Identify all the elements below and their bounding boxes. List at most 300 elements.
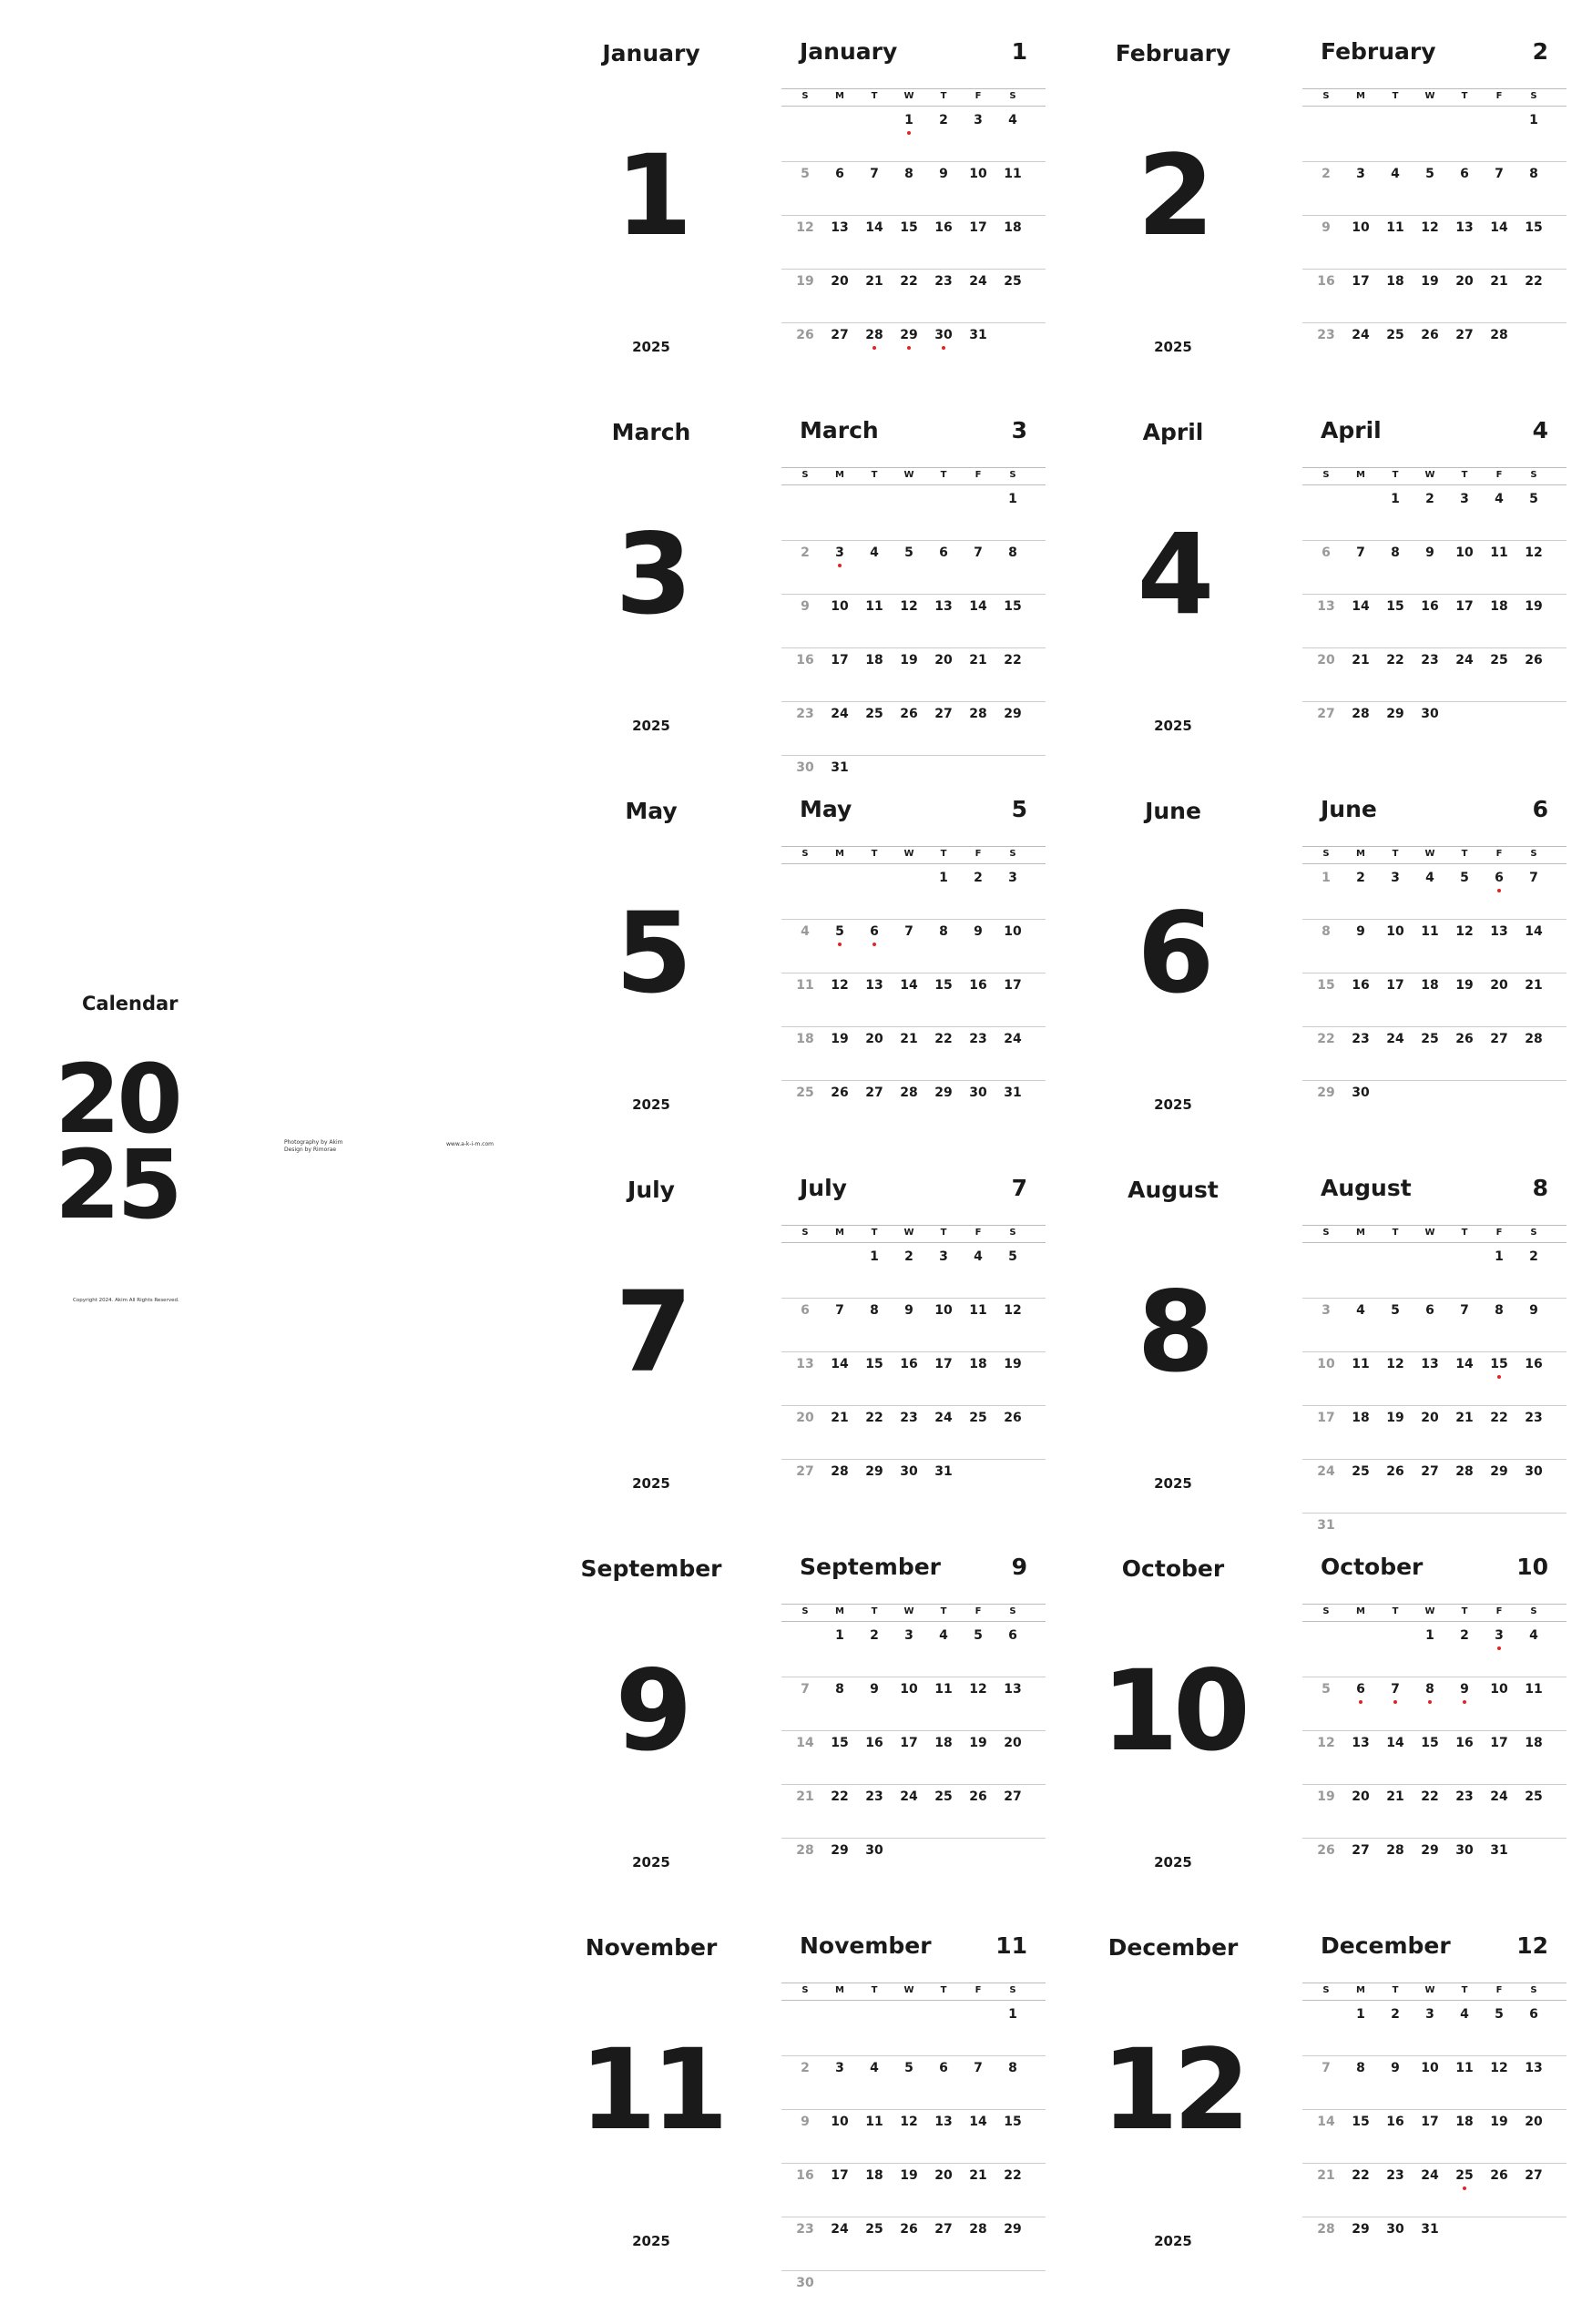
weekday-label: S [1530,1985,1537,1995]
day-cell: 26 [1525,653,1543,668]
day-cell: 12 [1386,1357,1404,1371]
day-cell: 5 [904,545,913,560]
day-cell: 2 [939,113,948,127]
day-cell: 29 [1317,1086,1335,1100]
day-cell: 8 [1322,924,1331,939]
day-cell: 17 [1386,978,1404,993]
week-row [781,322,1046,376]
weekday-label: T [1461,470,1468,480]
weekday-label: F [1495,1228,1503,1238]
month-card-january [551,0,751,379]
weekday-label: T [1461,1606,1468,1616]
week-row [781,647,1046,702]
day-cell: 14 [796,1736,814,1750]
day-cell: 14 [1352,599,1370,614]
day-cell: 31 [1004,1086,1022,1100]
day-cell: 4 [939,1628,948,1643]
day-cell: 19 [796,274,814,289]
day-cell: 27 [1352,1843,1370,1858]
day-cell: 30 [900,1464,918,1479]
week-row [781,1298,1046,1352]
day-cell: 19 [1386,1411,1404,1425]
day-cell: 28 [831,1464,849,1479]
day-cell: 30 [796,2276,814,2290]
mini-month-number: 11 [995,1932,1027,1959]
week-row [1302,1026,1566,1081]
weekday-label: M [835,470,844,480]
month-card-name: February [1115,40,1231,66]
day-cell: 14 [865,220,883,235]
day-cell: 7 [1495,167,1504,181]
day-cell: 21 [796,1789,814,1804]
day-cell: 26 [1455,1032,1474,1046]
day-cell: 20 [865,1032,883,1046]
week-row [1302,540,1566,595]
week-row [781,1838,1046,1891]
day-cell: 2 [1460,1628,1469,1643]
day-cell: 10 [831,2115,849,2129]
week-row [1302,2109,1566,2164]
day-cell: 11 [796,978,814,993]
weekday-label: S [1322,1985,1330,1995]
mini-month-number: 1 [1011,38,1027,65]
weekday-label: T [871,1606,878,1616]
mini-calendar-march [781,379,1046,775]
month-card-year: 2025 [1154,1854,1192,1870]
day-cell: 20 [934,2168,953,2183]
day-cell: 22 [1004,653,1022,668]
day-cell: 10 [1386,924,1404,939]
week-row [1302,1677,1566,1731]
day-cell: 11 [1490,545,1508,560]
mini-month-number: 10 [1516,1554,1548,1580]
day-cell: 23 [969,1032,987,1046]
day-cell: 11 [934,1682,953,1697]
day-cell: 11 [1352,1357,1370,1371]
week-row [781,1351,1046,1406]
day-cell: 16 [1525,1357,1543,1371]
weekday-label: S [1530,1606,1537,1616]
month-card-december [1073,1894,1273,2273]
day-cell: 14 [1455,1357,1474,1371]
day-cell: 17 [1490,1736,1508,1750]
month-card-name: May [625,798,678,824]
day-cell: 3 [1391,871,1400,885]
day-cell: 7 [1356,545,1365,560]
weekday-label: M [835,849,844,859]
day-cell: 17 [831,653,849,668]
day-cell: 16 [796,2168,814,2183]
mini-calendar-july [781,1137,1046,1501]
day-cell: 19 [1490,2115,1508,2129]
day-cell: 16 [1317,274,1335,289]
day-cell: 23 [796,707,814,721]
month-card-name: August [1128,1177,1219,1203]
week-row [1302,919,1566,973]
day-cell: 20 [1490,978,1508,993]
day-cell: 14 [831,1357,849,1371]
day-cell: 2 [1529,1249,1538,1264]
day-cell: 21 [969,653,987,668]
day-cell: 16 [1352,978,1370,993]
weekday-label: F [1495,470,1503,480]
month-card-name: January [602,40,700,66]
day-cell: 3 [1425,2007,1434,2022]
mini-month-name: April [1321,417,1382,443]
mini-calendar-header [781,1175,1046,1204]
day-cell: 14 [969,599,987,614]
day-cell: 24 [1490,1789,1508,1804]
day-cell: 8 [835,1682,844,1697]
day-cell: 2 [801,2061,810,2075]
weekday-label: T [1461,1985,1468,1995]
day-cell: 29 [1004,707,1022,721]
day-cell: 8 [904,167,913,181]
day-cell: 6 [939,2061,948,2075]
day-cell: 13 [865,978,883,993]
day-cell: 22 [900,274,918,289]
day-cell: 18 [969,1357,987,1371]
day-cell: 4 [870,545,879,560]
day-cell: 24 [1317,1464,1335,1479]
day-cell: 29 [865,1464,883,1479]
weekday-label: W [1424,470,1435,480]
week-row [1302,161,1566,216]
month-card-name: July [628,1177,675,1203]
weekday-label: T [1392,849,1399,859]
weekday-label: M [1356,91,1365,101]
weekday-label: M [1356,849,1365,859]
day-cell: 20 [1317,653,1335,668]
mini-month-name: November [800,1932,932,1959]
day-cell: 23 [900,1411,918,1425]
day-cell: 10 [1421,2061,1439,2075]
day-cell: 7 [1460,1303,1469,1318]
credit-design: Design by Rimorae [284,1147,337,1153]
month-card-name: September [580,1555,722,1582]
day-cell: 7 [1529,871,1538,885]
day-cell: 2 [1322,167,1331,181]
mini-month-name: September [800,1554,941,1580]
mini-month-name: December [1321,1932,1451,1959]
day-cell: 18 [865,653,883,668]
mini-month-number: 9 [1011,1554,1027,1580]
day-cell: 31 [1421,2222,1439,2237]
mini-calendar-header [1302,1932,1566,1962]
weekday-label: T [940,849,947,859]
day-cell: 8 [1495,1303,1504,1318]
day-cell: 13 [934,599,953,614]
day-cell: 9 [1322,220,1331,235]
week-row [781,2217,1046,2271]
weekday-label: M [1356,470,1365,480]
day-cell: 9 [801,2115,810,2129]
weekday-label: S [1530,1228,1537,1238]
day-cell: 15 [1352,2115,1370,2129]
weekday-label: T [1392,1985,1399,1995]
day-cell: 6 [1482,871,1516,885]
day-cell: 27 [1490,1032,1508,1046]
day-cell: 27 [1455,328,1474,342]
week-row [781,701,1046,756]
day-cell: 29 [1352,2222,1370,2237]
month-card-october [1073,1515,1273,1894]
weekday-label: T [1392,1606,1399,1616]
day-cell: 8 [1008,2061,1017,2075]
day-cell: 12 [1421,220,1439,235]
day-cell: 12 [796,220,814,235]
day-cell: 21 [1352,653,1370,668]
day-cell: 8 [1529,167,1538,181]
day-cell: 13 [1004,1682,1022,1697]
day-cell: 5 [801,167,810,181]
week-row [781,540,1046,595]
day-cell: 1 [870,1249,879,1264]
day-cell: 3 [822,545,857,560]
day-cell: 15 [865,1357,883,1371]
day-cell: 26 [1386,1464,1404,1479]
cover-copyright: Copyright 2024. Akim All Rights Reserved. [73,1298,179,1303]
day-cell: 6 [1425,1303,1434,1318]
day-cell: 18 [796,1032,814,1046]
weekday-label: M [835,1228,844,1238]
day-cell: 27 [1421,1464,1439,1479]
weekday-label: S [1322,470,1330,480]
mini-month-name: June [1321,796,1377,822]
day-cell: 6 [1529,2007,1538,2022]
weekday-label: T [1392,91,1399,101]
day-cell: 28 [969,707,987,721]
day-cell: 2 [1425,492,1434,506]
day-cell: 29 [1421,1843,1439,1858]
mini-calendar-header [781,417,1046,446]
day-cell: 11 [1004,167,1022,181]
day-cell: 6 [1343,1682,1378,1697]
month-card-year: 2025 [632,718,670,734]
day-cell: 5 [1391,1303,1400,1318]
mini-month-number: 6 [1532,796,1548,822]
week-row [1302,2055,1566,2110]
weekday-label: S [1009,1985,1016,1995]
week-row [781,919,1046,973]
cover-url: www.a-k-i-m.com [446,1141,494,1147]
week-row [781,269,1046,323]
day-cell: 21 [1455,1411,1474,1425]
weekday-label: S [801,1228,809,1238]
week-row [781,1730,1046,1785]
mini-calendar-june [1302,758,1566,1122]
mini-calendar-september [781,1515,1046,1880]
weekday-header [781,88,1046,107]
day-cell: 25 [1386,328,1404,342]
day-cell: 26 [900,2222,918,2237]
week-row [1302,973,1566,1027]
weekday-label: M [1356,1228,1365,1238]
day-cell: 18 [934,1736,953,1750]
day-cell: 24 [1455,653,1474,668]
week-row [1302,2163,1566,2217]
day-cell: 3 [939,1249,948,1264]
day-cell: 7 [801,1682,810,1697]
day-cell: 25 [1447,2168,1482,2183]
weekday-label: W [1424,1606,1435,1616]
day-cell: 8 [870,1303,879,1318]
day-cell: 27 [934,707,953,721]
day-cell: 16 [1386,2115,1404,2129]
day-cell: 21 [1386,1789,1404,1804]
week-row [1302,1459,1566,1514]
day-cell: 18 [1352,1411,1370,1425]
day-cell: 5 [1425,167,1434,181]
day-cell: 7 [1378,1682,1413,1697]
day-cell: 29 [831,1843,849,1858]
cover-title: Calendar [82,993,179,1014]
week-row [781,1026,1046,1081]
day-cell: 11 [969,1303,987,1318]
week-row [1302,2002,1566,2056]
day-cell: 9 [1356,924,1365,939]
weekday-label: S [1322,1606,1330,1616]
weekday-label: W [903,470,914,480]
day-cell: 30 [1352,1086,1370,1100]
day-cell: 12 [1317,1736,1335,1750]
week-row [781,1459,1046,1513]
day-cell: 21 [865,274,883,289]
day-cell: 31 [1317,1518,1335,1533]
day-cell: 26 [796,328,814,342]
day-cell: 12 [900,599,918,614]
month-card-year: 2025 [1154,718,1192,734]
day-cell: 9 [904,1303,913,1318]
day-cell: 24 [934,1411,953,1425]
day-cell: 15 [900,220,918,235]
day-cell: 15 [934,978,953,993]
mini-month-name: March [800,417,879,443]
week-row [1302,865,1566,920]
day-cell: 16 [934,220,953,235]
day-cell: 27 [934,2222,953,2237]
month-card-year: 2025 [1154,339,1192,355]
week-row [1302,107,1566,162]
day-cell: 5 [822,924,857,939]
day-cell: 21 [900,1032,918,1046]
weekday-label: S [1322,849,1330,859]
day-cell: 14 [1317,2115,1335,2129]
weekday-label: T [871,91,878,101]
day-cell: 28 [857,328,892,342]
day-cell: 18 [865,2168,883,2183]
day-cell: 13 [1490,924,1508,939]
mini-calendar-october [1302,1515,1566,1880]
day-cell: 28 [1525,1032,1543,1046]
day-cell: 14 [969,2115,987,2129]
day-cell: 7 [974,545,983,560]
week-row [781,1080,1046,1134]
day-cell: 14 [1525,924,1543,939]
day-cell: 1 [1322,871,1331,885]
day-cell: 12 [831,978,849,993]
weekday-label: F [1495,849,1503,859]
mini-month-name: October [1321,1554,1424,1580]
day-cell: 1 [835,1628,844,1643]
day-cell: 18 [1421,978,1439,993]
day-cell: 5 [1495,2007,1504,2022]
mini-calendar-header [1302,796,1566,825]
week-row [781,486,1046,541]
weekday-label: S [801,1985,809,1995]
day-cell: 12 [1525,545,1543,560]
day-cell: 19 [1004,1357,1022,1371]
day-cell: 28 [900,1086,918,1100]
day-cell: 21 [831,1411,849,1425]
day-cell: 20 [1004,1736,1022,1750]
month-card-number: 5 [615,889,688,1018]
weekday-label: M [835,1606,844,1616]
day-cell: 3 [974,113,983,127]
day-cell: 17 [831,2168,849,2183]
day-cell: 5 [1460,871,1469,885]
weekday-header [1302,1225,1566,1243]
week-row [1302,1351,1566,1406]
day-cell: 7 [835,1303,844,1318]
weekday-header [781,1983,1046,2001]
day-cell: 15 [1004,599,1022,614]
weekday-label: S [1009,91,1016,101]
weekday-label: T [1461,91,1468,101]
month-card-number: 3 [615,510,688,639]
month-card-june [1073,758,1273,1137]
day-cell: 12 [1490,2061,1508,2075]
day-cell: 4 [1460,2007,1469,2022]
day-cell: 10 [969,167,987,181]
day-cell: 9 [801,599,810,614]
day-cell: 16 [1421,599,1439,614]
day-cell: 12 [969,1682,987,1697]
week-row [781,865,1046,920]
weekday-header [1302,467,1566,485]
day-cell: 8 [939,924,948,939]
credit-photo: Photography by Akim [284,1139,343,1146]
month-card-march [551,379,751,758]
day-cell: 7 [1322,2061,1331,2075]
day-cell: 11 [1525,1682,1543,1697]
day-cell: 27 [796,1464,814,1479]
day-cell: 11 [1455,2061,1474,2075]
month-card-name: November [585,1934,718,1961]
mini-calendar-header [781,796,1046,825]
day-cell: 26 [1004,1411,1022,1425]
week-row [781,973,1046,1027]
mini-month-name: May [800,796,852,822]
day-cell: 26 [969,1789,987,1804]
day-cell: 10 [1317,1357,1335,1371]
weekday-label: S [1322,1228,1330,1238]
day-cell: 10 [934,1303,953,1318]
day-cell: 9 [1447,1682,1482,1697]
day-cell: 2 [904,1249,913,1264]
day-cell: 21 [1490,274,1508,289]
mini-calendar-november [781,1894,1046,2290]
day-cell: 19 [900,2168,918,2183]
day-cell: 27 [865,1086,883,1100]
week-row [781,2270,1046,2324]
month-card-year: 2025 [632,339,670,355]
day-cell: 26 [1317,1843,1335,1858]
month-card-number: 11 [579,2025,723,2155]
mini-month-name: January [800,38,898,65]
day-cell: 1 [1391,492,1400,506]
weekday-label: W [1424,849,1435,859]
